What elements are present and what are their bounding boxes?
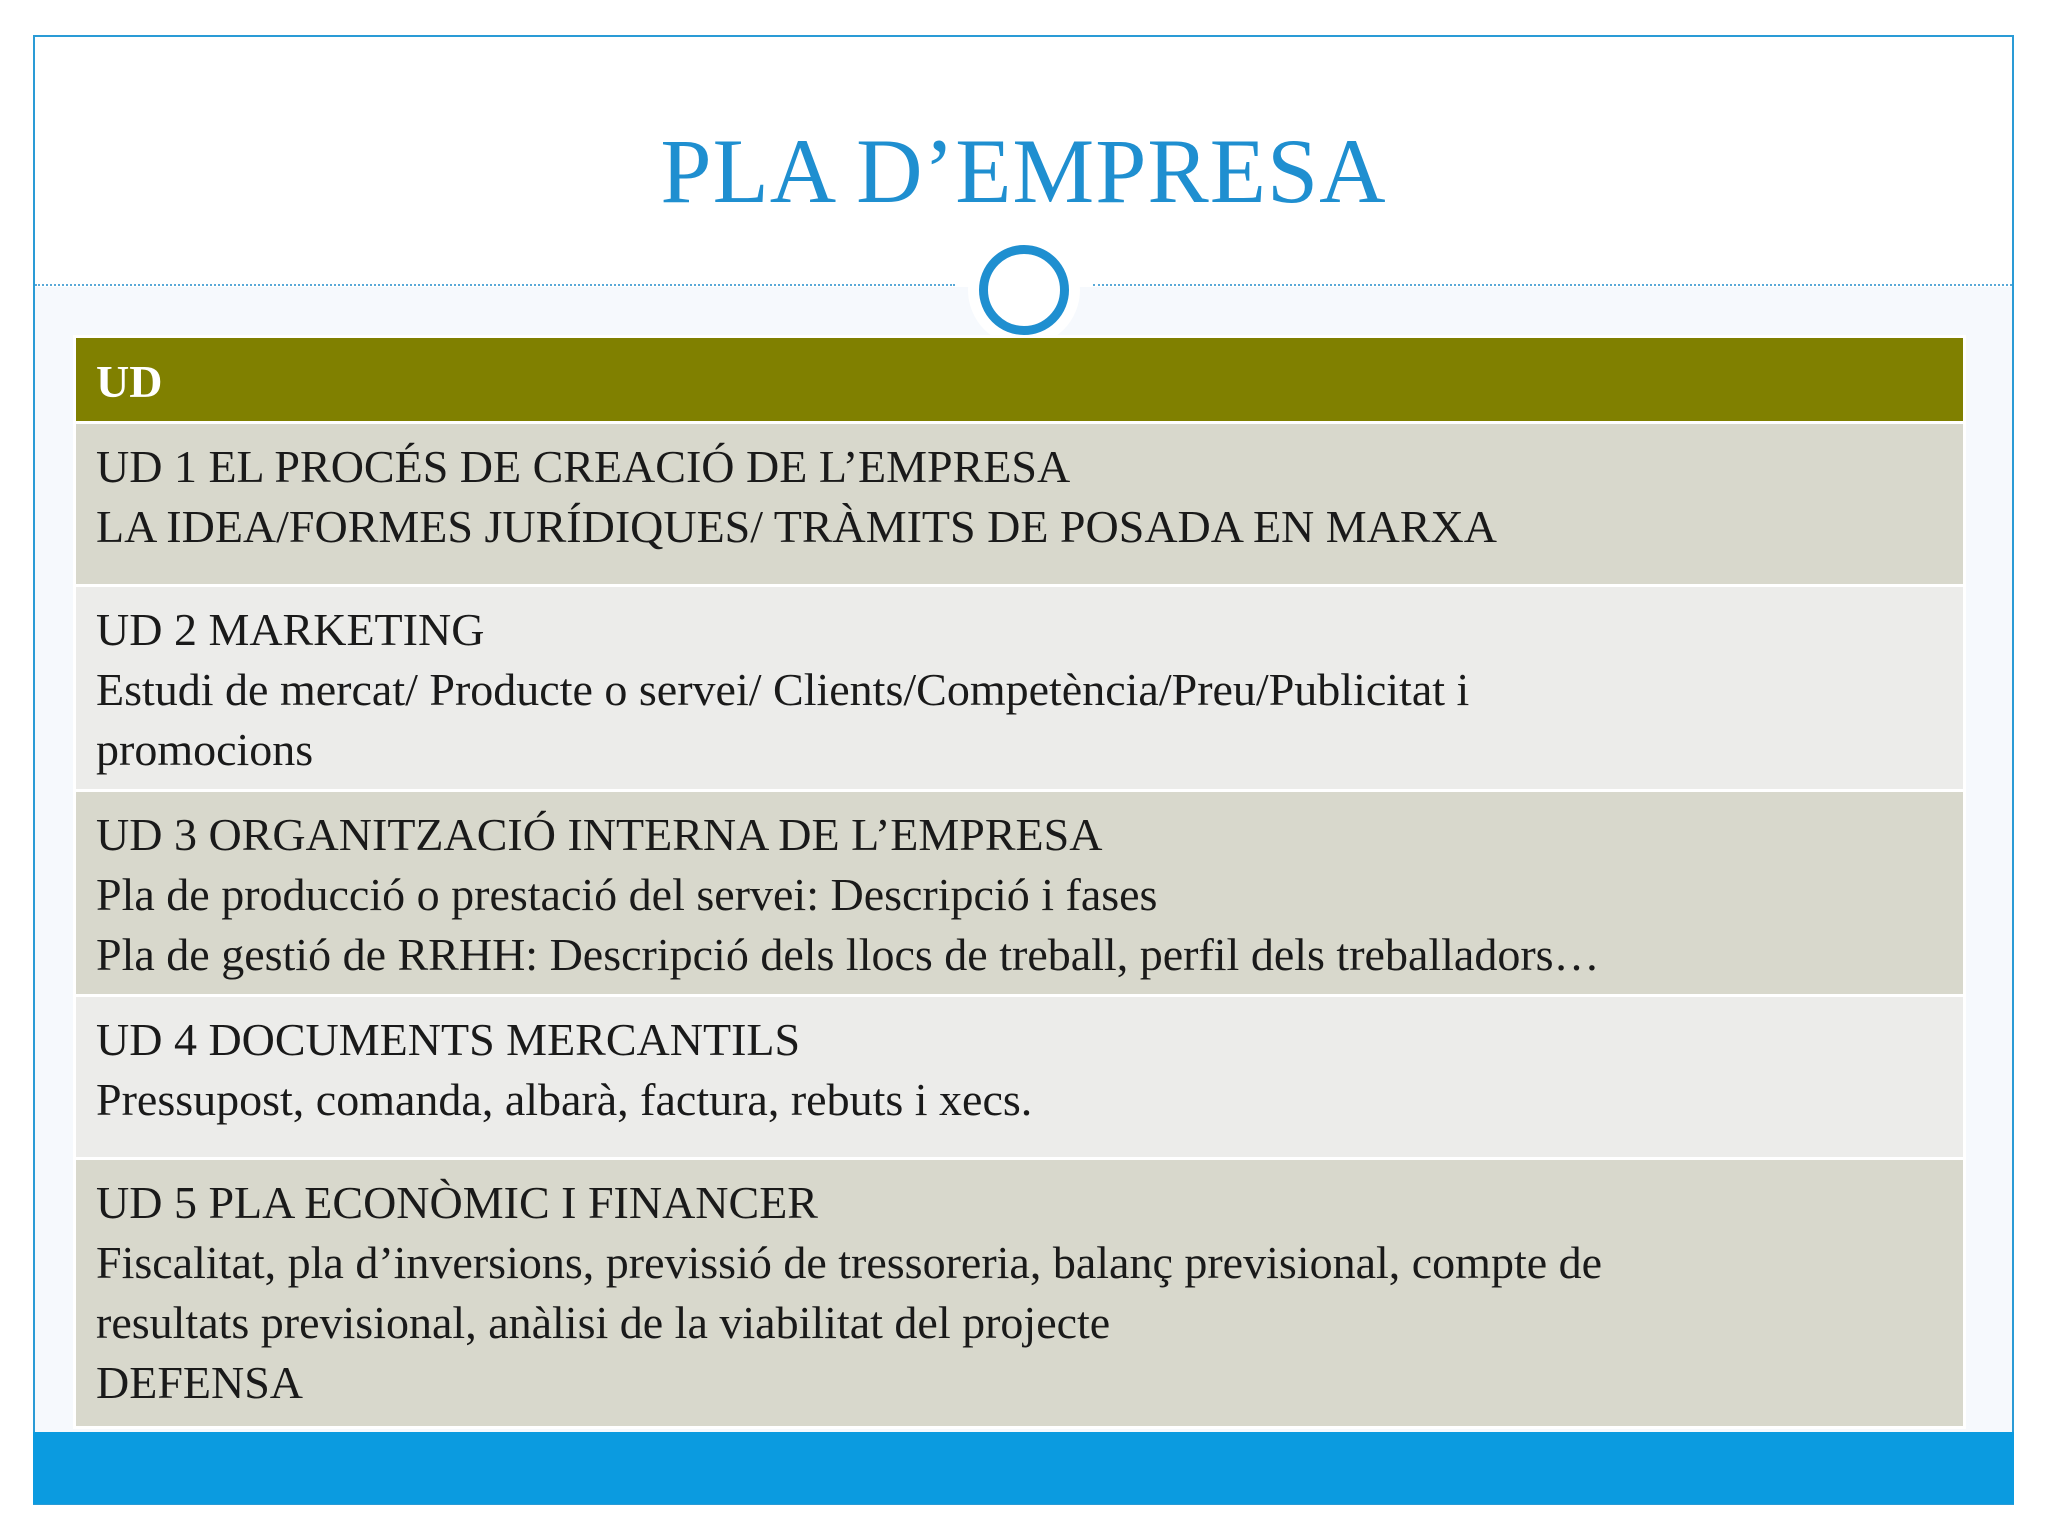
dotted-divider-right (1093, 284, 2014, 286)
row-line: Pla de gestió de RRHH: Descripció dels llocs de treball, perfil dels treballadors… (96, 929, 1600, 980)
circle-ornament-icon (979, 245, 1069, 335)
row-line: promocions (96, 724, 314, 775)
row-line: UD 4 DOCUMENTS MERCANTILS (96, 1014, 801, 1065)
row-line: Fiscalitat, pla d’inversions, previssió de tressoreria, balanç previsional, compte de (96, 1237, 1603, 1288)
slide-title: PLA D’EMPRESA (660, 120, 1387, 222)
row-line: UD 3 ORGANITZACIÓ INTERNA DE L’EMPRESA (96, 809, 1103, 860)
row-line: Pla de producció o prestació del servei: Descripció i fases (96, 869, 1158, 920)
row-line: DEFENSA (96, 1357, 304, 1408)
table-row-ud4 (76, 997, 1963, 1160)
table-row-ud5 (76, 1160, 1963, 1426)
table-row-ud1 (76, 424, 1963, 587)
row-line: UD 2 MARKETING (96, 604, 485, 655)
table-header-label: UD (96, 356, 163, 407)
dotted-divider-left (35, 284, 955, 286)
units-table (73, 335, 1966, 1429)
footer-bar (33, 1432, 2014, 1504)
table-row-ud3 (76, 792, 1963, 997)
row-line: resultats previsional, anàlisi de la viabilitat del projecte (96, 1297, 1111, 1348)
row-line: LA IDEA/FORMES JURÍDIQUES/ TRÀMITS DE POSADA EN MARXA (96, 501, 1498, 552)
row-line: UD 1 EL PROCÉS DE CREACIÓ DE L’EMPRESA (96, 441, 1071, 492)
table-row-ud2 (76, 587, 1963, 792)
table-header (76, 338, 1963, 424)
slide (33, 35, 2014, 1505)
row-line: Pressupost, comanda, albarà, factura, rebuts i xecs. (96, 1074, 1033, 1125)
row-line: UD 5 PLA ECONÒMIC I FINANCER (96, 1177, 818, 1228)
row-line: Estudi de mercat/ Producte o servei/ Clients/Competència/Preu/Publicitat i (96, 664, 1470, 715)
